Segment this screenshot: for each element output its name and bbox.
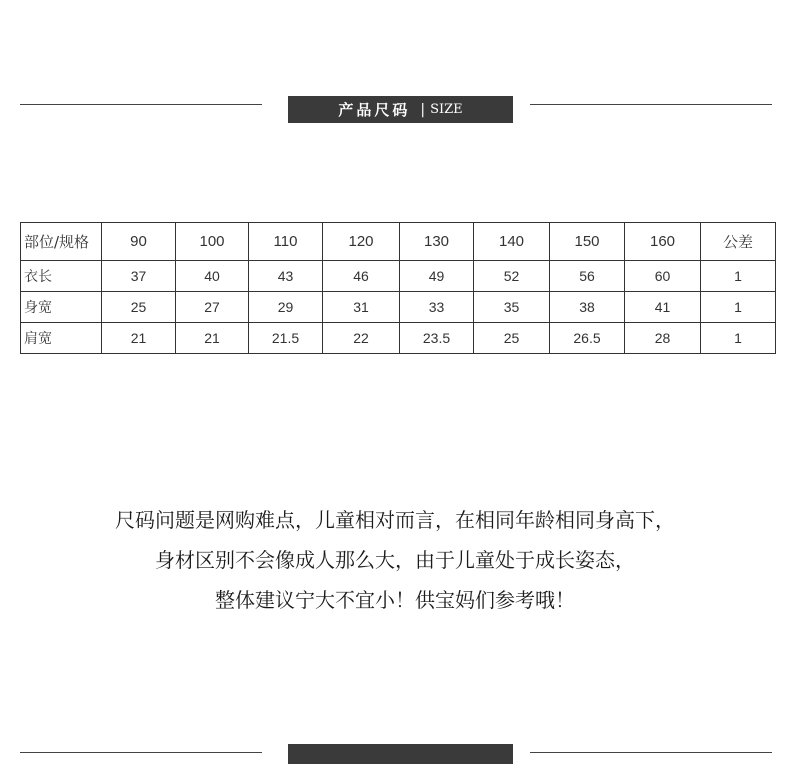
table-cell: 21 — [102, 323, 176, 354]
table-header-row — [21, 223, 776, 261]
table-cell: 21 — [176, 323, 249, 354]
table-cell: 52 — [474, 261, 550, 292]
row-label: 肩宽 — [21, 323, 102, 354]
table-cell: 41 — [625, 292, 701, 323]
column-header: 120 — [323, 223, 400, 261]
section-title-bar — [288, 96, 513, 123]
table-cell: 1 — [701, 292, 776, 323]
table-cell: 46 — [323, 261, 400, 292]
sizing-advice — [0, 500, 790, 620]
size-table — [20, 222, 776, 354]
column-header: 160 — [625, 223, 701, 261]
table-cell: 37 — [102, 261, 176, 292]
section-title-separator: | — [420, 101, 427, 118]
column-header: 130 — [400, 223, 474, 261]
table-cell: 49 — [400, 261, 474, 292]
table-cell: 21.5 — [249, 323, 323, 354]
table-cell: 25 — [474, 323, 550, 354]
table-cell: 27 — [176, 292, 249, 323]
row-label: 衣长 — [21, 261, 102, 292]
sizing-advice-line: 尺码问题是网购难点，儿童相对而言，在相同年龄相同身高下， — [115, 508, 675, 532]
table-cell: 29 — [249, 292, 323, 323]
table-row — [21, 261, 776, 292]
section-title-en: SIZE — [430, 102, 463, 117]
column-header: 100 — [176, 223, 249, 261]
column-header: 150 — [550, 223, 625, 261]
table-row — [21, 323, 776, 354]
table-cell: 56 — [550, 261, 625, 292]
header-rule-left — [20, 104, 262, 105]
table-cell: 25 — [102, 292, 176, 323]
column-header: 部位/规格 — [21, 223, 102, 261]
table-cell: 28 — [625, 323, 701, 354]
column-header: 90 — [102, 223, 176, 261]
table-cell: 26.5 — [550, 323, 625, 354]
section-title-cn: 产品尺码 — [338, 101, 411, 119]
next-section-rule-left — [20, 752, 262, 753]
column-header: 110 — [249, 223, 323, 261]
next-section-title-bar — [288, 744, 513, 764]
column-header: 140 — [474, 223, 550, 261]
table-cell: 22 — [323, 323, 400, 354]
table-cell: 1 — [701, 261, 776, 292]
header-rule-right — [530, 104, 772, 105]
table-row — [21, 292, 776, 323]
table-cell: 40 — [176, 261, 249, 292]
next-section-rule-right — [530, 752, 772, 753]
sizing-advice-line: 整体建议宁大不宜小！供宝妈们参考哦！ — [215, 588, 575, 612]
table-cell: 33 — [400, 292, 474, 323]
sizing-advice-line: 身材区别不会像成人那么大，由于儿童处于成长姿态， — [155, 548, 635, 572]
table-cell: 31 — [323, 292, 400, 323]
column-header: 公差 — [701, 223, 776, 261]
table-cell: 38 — [550, 292, 625, 323]
table-cell: 43 — [249, 261, 323, 292]
table-cell: 35 — [474, 292, 550, 323]
row-label: 身宽 — [21, 292, 102, 323]
table-cell: 1 — [701, 323, 776, 354]
table-cell: 60 — [625, 261, 701, 292]
table-cell: 23.5 — [400, 323, 474, 354]
